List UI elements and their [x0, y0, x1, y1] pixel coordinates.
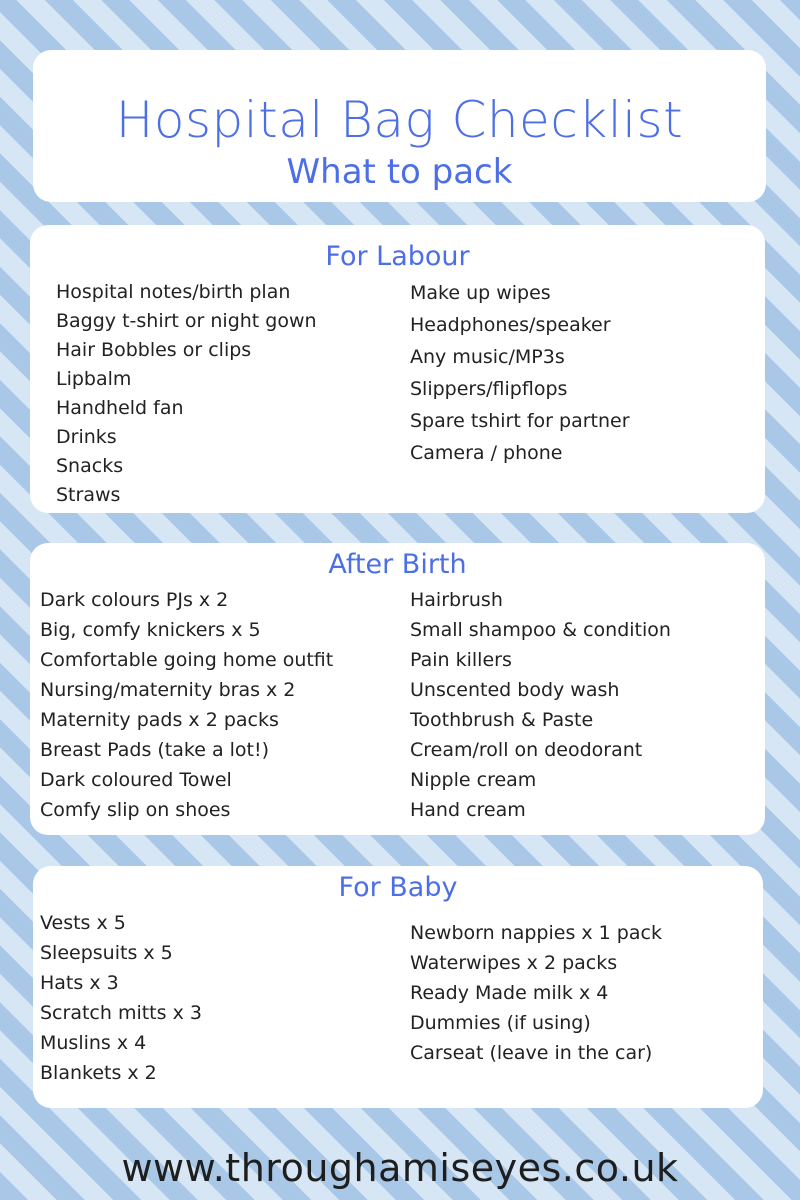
list-item: Hair Bobbles or clips: [56, 339, 252, 361]
list-item: Any music/MP3s: [410, 346, 565, 368]
list-item: Comfortable going home outfit: [40, 649, 334, 671]
list-item: Dark colours PJs x 2: [40, 589, 229, 611]
list-item: Vests x 5: [40, 912, 126, 934]
list-item: Make up wipes: [410, 282, 551, 304]
list-item: Nursing/maternity bras x 2: [40, 679, 296, 701]
section-title-labour: For Labour: [325, 241, 470, 272]
page-subtitle: What to pack: [286, 152, 513, 192]
list-item: Toothbrush & Paste: [410, 709, 594, 731]
list-item: Sleepsuits x 5: [40, 942, 173, 964]
baby-section: [33, 866, 763, 1108]
labour-section: [30, 225, 765, 513]
list-item: Newborn nappies x 1 pack: [410, 922, 662, 944]
list-item: Dummies (if using): [410, 1012, 591, 1034]
list-item: Unscented body wash: [410, 679, 620, 701]
list-item: Maternity pads x 2 packs: [40, 709, 279, 731]
list-item: Spare tshirt for partner: [410, 410, 630, 432]
list-item: Lipbalm: [56, 368, 132, 390]
list-item: Dark coloured Towel: [40, 769, 232, 791]
list-item: Hats x 3: [40, 972, 119, 994]
list-item: Big, comfy knickers x 5: [40, 619, 261, 641]
list-item: Small shampoo & condition: [410, 619, 671, 641]
list-item: Baggy t-shirt or night gown: [56, 310, 317, 332]
list-item: Snacks: [56, 455, 124, 477]
list-item: Breast Pads (take a lot!): [40, 739, 270, 761]
list-item: Slippers/flipflops: [410, 378, 568, 400]
list-item: Waterwipes x 2 packs: [410, 952, 618, 974]
list-item: Straws: [56, 484, 121, 506]
list-item: Ready Made milk x 4: [410, 982, 609, 1004]
list-item: Muslins x 4: [40, 1032, 147, 1054]
list-item: Comfy slip on shoes: [40, 799, 231, 821]
list-item: Pain killers: [410, 649, 512, 671]
list-item: Scratch mitts x 3: [40, 1002, 202, 1024]
list-item: Cream/roll on deodorant: [410, 739, 643, 761]
list-item: Nipple cream: [410, 769, 537, 791]
list-item: Carseat (leave in the car): [410, 1042, 653, 1064]
list-item: Hand cream: [410, 799, 526, 821]
footer-url: www.throughamiseyes.co.uk: [121, 1146, 679, 1190]
list-item: Camera / phone: [410, 442, 563, 464]
list-item: Hairbrush: [410, 589, 503, 611]
section-title-after-birth: After Birth: [328, 549, 467, 580]
page-title: Hospital Bag Checklist: [115, 91, 684, 149]
list-item: Drinks: [56, 426, 117, 448]
list-item: Blankets x 2: [40, 1062, 157, 1084]
section-title-baby: For Baby: [338, 872, 458, 903]
after-birth-section: [30, 543, 765, 835]
list-item: Headphones/speaker: [410, 314, 611, 336]
list-item: Handheld fan: [56, 397, 184, 419]
title-card: [33, 50, 766, 202]
list-item: Hospital notes/birth plan: [56, 281, 291, 303]
